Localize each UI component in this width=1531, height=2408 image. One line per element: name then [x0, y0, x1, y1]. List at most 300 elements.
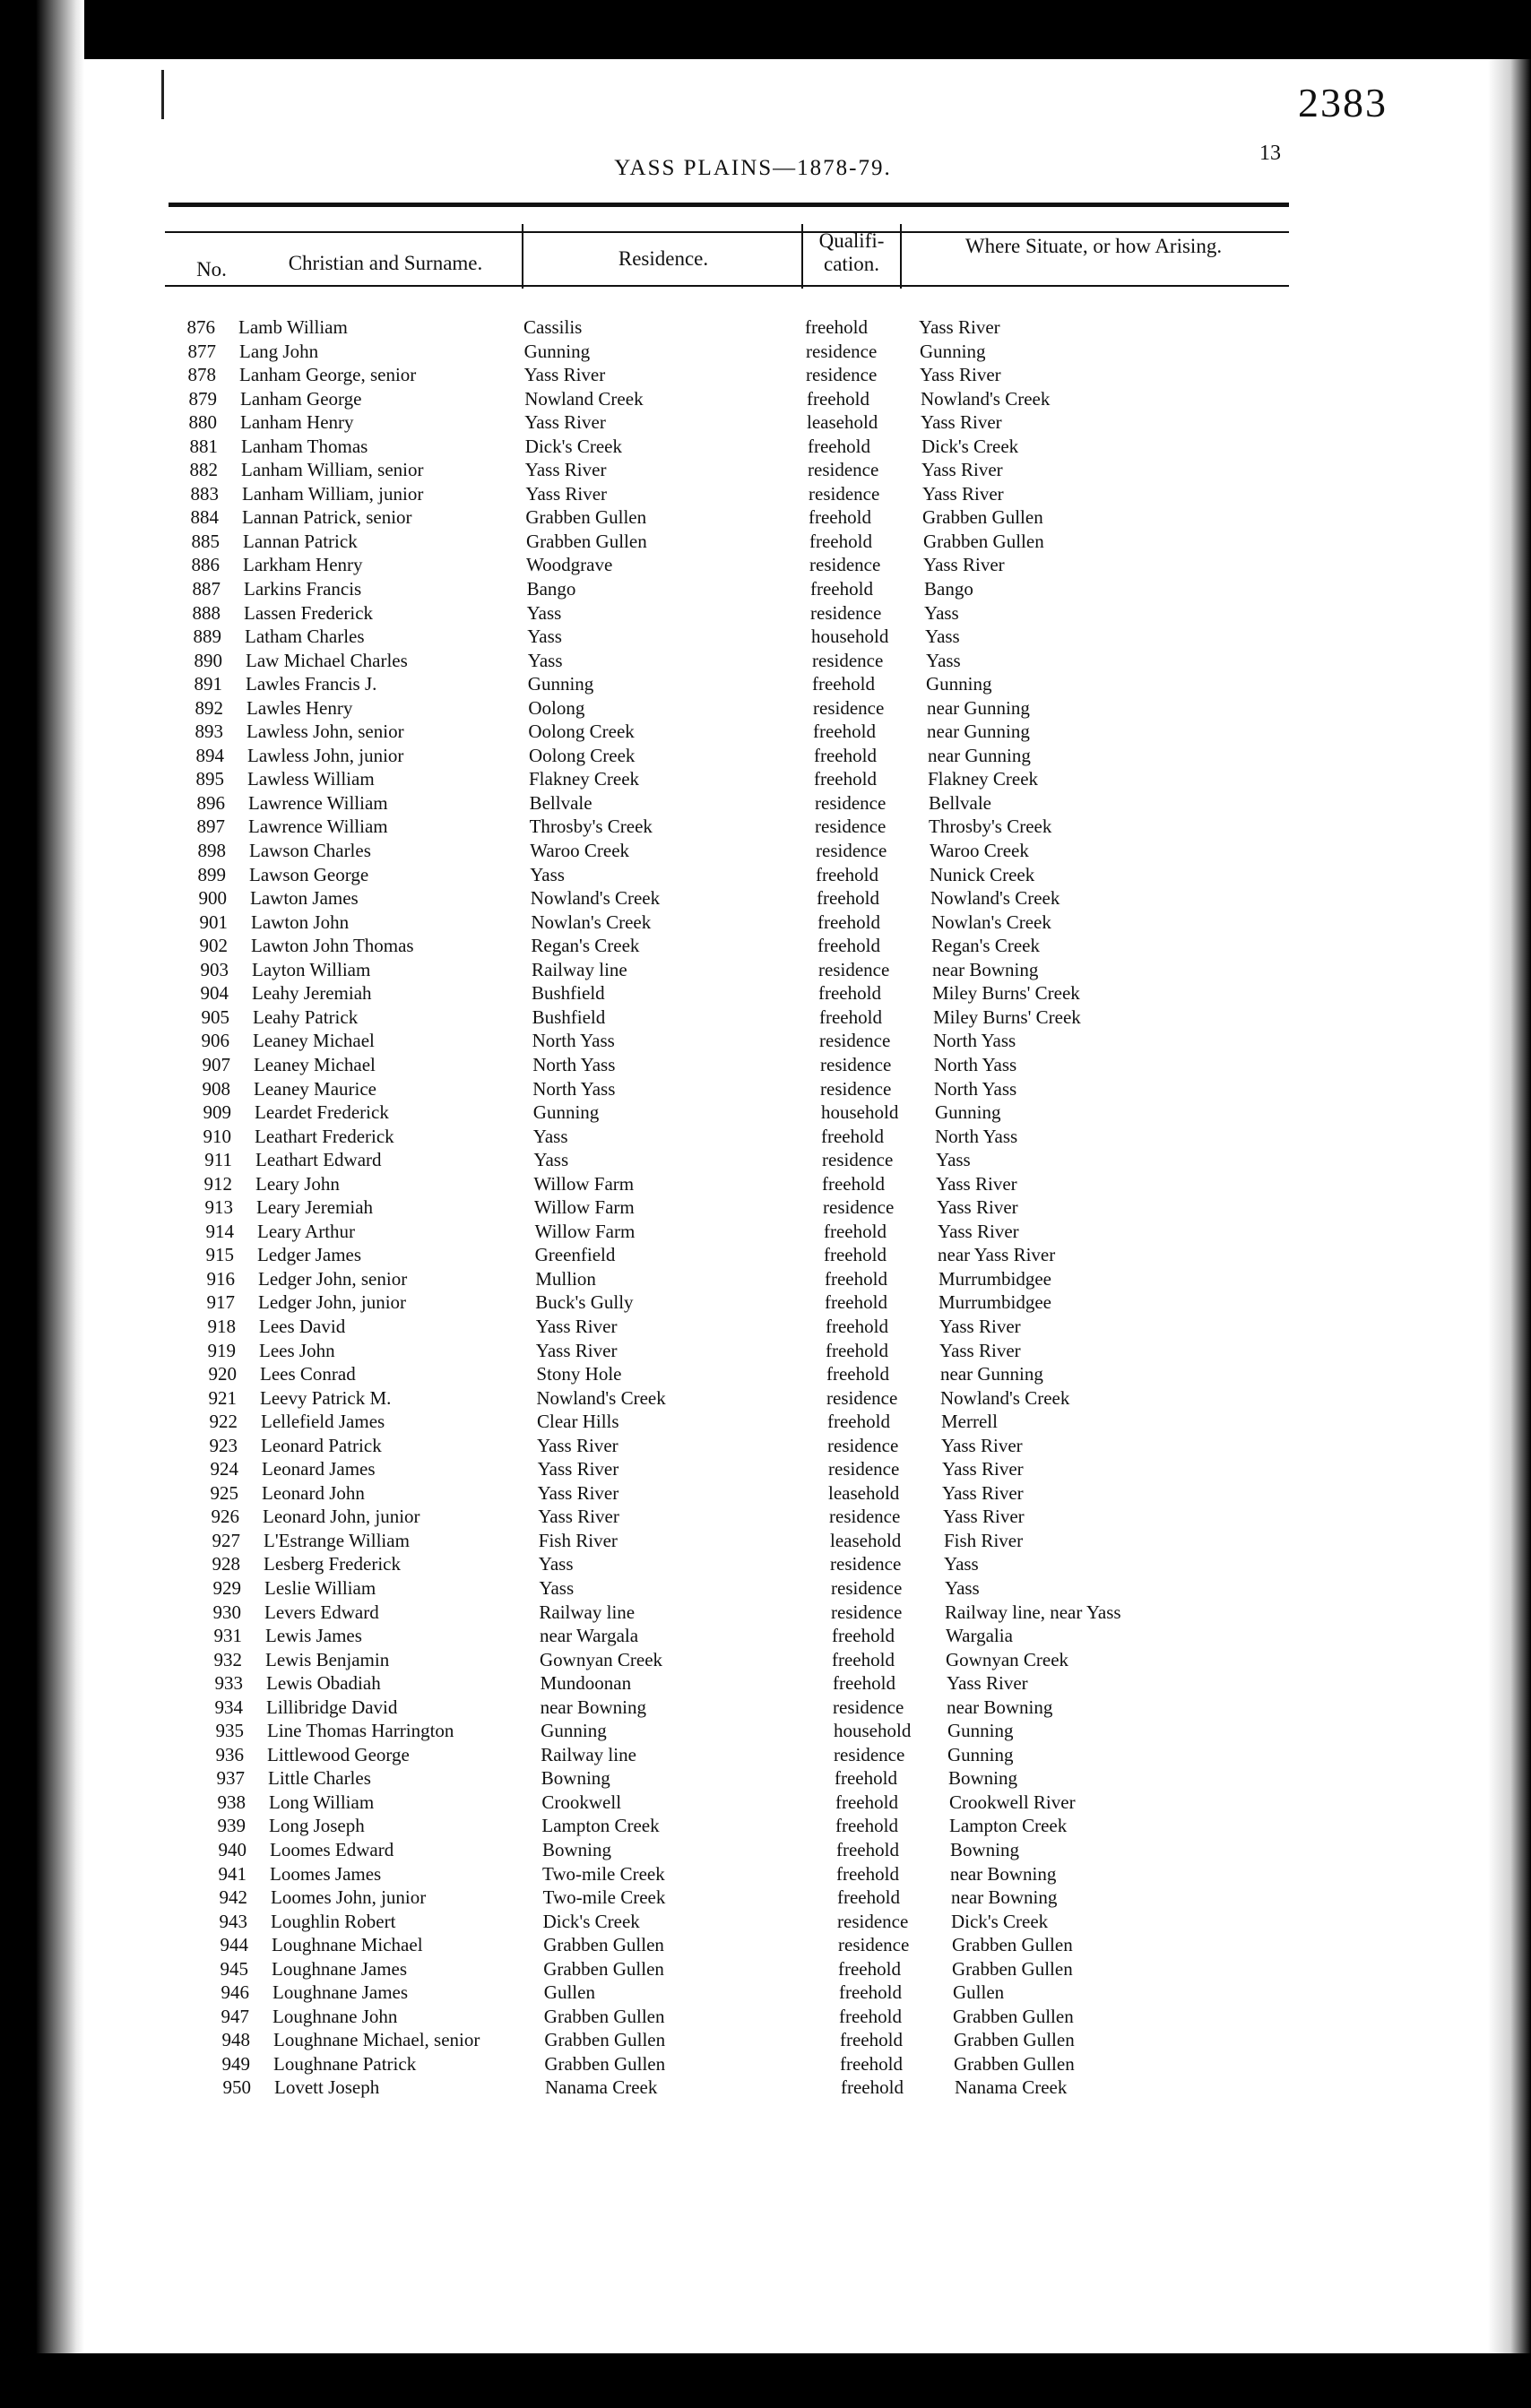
- entry-name: Leonard John, junior: [263, 1506, 420, 1528]
- table-row: [0, 2076, 1531, 2100]
- entry-where: Bowning: [950, 1839, 1020, 1860]
- table-row: [0, 1053, 1531, 1077]
- entry-name: Lawles Henry: [247, 696, 353, 719]
- entry-residence: near Wargala: [540, 1625, 639, 1647]
- entry-number: 903: [200, 958, 229, 980]
- table-row: [0, 625, 1531, 649]
- entry-residence: Fish River: [538, 1529, 618, 1551]
- page-number: 2383: [1298, 80, 1388, 125]
- entry-where: near Bowning: [932, 958, 1039, 980]
- entry-name: Loomes James: [270, 1862, 382, 1885]
- table-row: [0, 1434, 1531, 1458]
- entry-qualification: residence: [819, 1030, 891, 1052]
- entry-name: Lellefield James: [261, 1411, 385, 1433]
- entry-number: 897: [196, 816, 225, 838]
- entry-name: Long William: [269, 1791, 375, 1813]
- entry-residence: Yass: [526, 601, 562, 624]
- entry-residence: Yass River: [538, 1506, 619, 1528]
- entry-number: 929: [212, 1576, 241, 1599]
- table-row: [0, 1576, 1531, 1601]
- entry-residence: Gunning: [532, 1101, 600, 1124]
- entry-residence: Yass: [539, 1576, 575, 1599]
- entry-residence: Bellvale: [529, 791, 593, 814]
- table-row: [0, 1933, 1531, 1957]
- entry-residence: Yass: [538, 1553, 574, 1575]
- table-row: [0, 1552, 1531, 1576]
- entry-qualification: freehold: [813, 721, 876, 743]
- entry-qualification: household: [821, 1101, 899, 1124]
- entry-number: 888: [192, 601, 221, 624]
- entry-name: Leaney Maurice: [254, 1077, 377, 1100]
- entry-residence: Bango: [526, 578, 576, 600]
- entry-where: Grabben Gullen: [923, 530, 1044, 552]
- entry-where: Grabben Gullen: [952, 1957, 1073, 1980]
- entry-where: Yass River: [921, 411, 1002, 434]
- entry-qualification: household: [811, 626, 889, 648]
- entry-name: Lawless William: [247, 768, 375, 790]
- header-rule-thick: [169, 203, 1289, 207]
- entry-name: Long Joseph: [269, 1815, 365, 1837]
- entry-number: 912: [203, 1172, 232, 1195]
- entry-name: Leary Arthur: [257, 1220, 356, 1242]
- entry-qualification: residence: [834, 1743, 905, 1765]
- entry-where: Yass River: [942, 1458, 1024, 1480]
- entry-qualification: freehold: [814, 768, 877, 790]
- table-row: [0, 1648, 1531, 1672]
- entry-residence: Gownyan Creek: [540, 1648, 663, 1670]
- table-row: [0, 911, 1531, 935]
- entry-where: Nanama Creek: [955, 2076, 1068, 2099]
- table-row: [0, 1743, 1531, 1767]
- entry-number: 906: [201, 1030, 229, 1052]
- entry-residence: Nowland's Creek: [536, 1386, 666, 1409]
- entry-residence: Railway line: [539, 1601, 636, 1623]
- entry-qualification: freehold: [837, 1886, 900, 1909]
- sub-page-number: 13: [1259, 142, 1281, 165]
- entry-number: 934: [214, 1696, 243, 1718]
- entry-number: 950: [222, 2076, 251, 2099]
- entry-name: Leathart Edward: [255, 1149, 382, 1171]
- entry-number: 899: [197, 863, 226, 885]
- entry-name: Loomes Edward: [270, 1839, 394, 1860]
- entry-where: near Bowning: [947, 1696, 1053, 1718]
- entry-residence: Gullen: [543, 1981, 595, 2004]
- entry-where: Nowland's Creek: [921, 387, 1051, 410]
- entry-number: 915: [205, 1244, 234, 1266]
- entry-residence: Buck's Gully: [535, 1291, 634, 1314]
- entry-qualification: leasehold: [807, 411, 878, 434]
- entry-residence: Regan's Creek: [531, 935, 640, 957]
- entry-number: 876: [186, 316, 215, 338]
- entry-qualification: residence: [831, 1601, 903, 1623]
- entry-name: Lawton John: [251, 911, 350, 933]
- entry-where: Grabben Gullen: [954, 2052, 1075, 2075]
- entry-number: 882: [189, 459, 218, 481]
- entry-where: Nunick Creek: [930, 863, 1035, 885]
- entry-where: Dick's Creek: [921, 435, 1019, 457]
- table-row: [0, 1766, 1531, 1791]
- table-row: [0, 791, 1531, 816]
- table-row: [0, 601, 1531, 626]
- entry-residence: Yass River: [535, 1315, 618, 1337]
- table-row: [0, 387, 1531, 411]
- entry-where: Crookwell River: [949, 1791, 1076, 1813]
- entry-name: Leslie William: [264, 1576, 376, 1599]
- entry-residence: Grabben Gullen: [525, 506, 647, 529]
- entry-name: Lanham George, senior: [239, 364, 417, 386]
- entry-qualification: residence: [831, 1576, 903, 1599]
- entry-qualification: freehold: [826, 1339, 888, 1361]
- entry-qualification: residence: [812, 649, 884, 671]
- entry-qualification: freehold: [809, 506, 871, 529]
- table-row: [0, 934, 1531, 958]
- entry-name: Line Thomas Harrington: [267, 1720, 454, 1742]
- table-row: [0, 1838, 1531, 1862]
- table-row: [0, 2028, 1531, 2052]
- entry-residence: Willow Farm: [534, 1196, 635, 1219]
- entry-number: 942: [219, 1886, 247, 1909]
- entry-qualification: freehold: [839, 1981, 902, 2004]
- entry-name: Lawrence William: [248, 816, 388, 838]
- column-header-where: Where Situate, or how Arising.: [964, 235, 1223, 257]
- entry-number: 883: [190, 482, 219, 505]
- entry-number: 947: [221, 2005, 249, 2027]
- entry-where: near Bowning: [950, 1862, 1057, 1885]
- entry-where: Yass River: [947, 1672, 1028, 1695]
- column-header-no: No.: [196, 258, 227, 281]
- entry-where: Grabben Gullen: [922, 506, 1043, 529]
- entry-name: Loughnane Michael, senior: [273, 2029, 480, 2051]
- table-row: [0, 577, 1531, 601]
- entry-residence: Yass River: [537, 1481, 619, 1504]
- entry-name: Loughnane James: [272, 1981, 409, 2004]
- entry-residence: Oolong: [528, 696, 585, 719]
- entry-qualification: residence: [820, 1053, 892, 1075]
- entry-number: 933: [214, 1672, 243, 1695]
- entry-name: Lang John: [239, 340, 319, 362]
- entry-where: Yass River: [936, 1172, 1017, 1195]
- table-row: [0, 1862, 1531, 1886]
- entry-qualification: freehold: [835, 1815, 898, 1837]
- table-row: [0, 458, 1531, 482]
- entry-qualification: freehold: [839, 2005, 902, 2027]
- table-row: [0, 767, 1531, 791]
- entry-qualification: residence: [815, 791, 887, 814]
- table-row: [0, 958, 1531, 982]
- entry-qualification: freehold: [838, 1957, 901, 1980]
- entry-name: Loomes John, junior: [271, 1886, 427, 1909]
- entry-qualification: freehold: [817, 911, 880, 933]
- entry-residence: Mullion: [535, 1267, 596, 1290]
- table-row: [0, 1339, 1531, 1363]
- entry-qualification: freehold: [824, 1220, 887, 1242]
- entry-number: 889: [193, 626, 221, 648]
- entry-name: Lassen Frederick: [244, 601, 374, 624]
- entry-residence: Yass River: [525, 482, 608, 505]
- table-row: [0, 1719, 1531, 1743]
- table-row: [0, 363, 1531, 387]
- entry-number: 904: [200, 982, 229, 1005]
- table-row: [0, 2052, 1531, 2076]
- table-row: [0, 1457, 1531, 1481]
- entry-number: 878: [187, 364, 216, 386]
- table-row: [0, 1696, 1531, 1720]
- entry-qualification: residence: [826, 1386, 898, 1409]
- entry-number: 892: [195, 696, 223, 719]
- entry-residence: Lampton Creek: [541, 1815, 660, 1837]
- entry-number: 937: [216, 1767, 245, 1790]
- entry-where: near Gunning: [927, 721, 1030, 743]
- header-rule-thin: [165, 231, 1289, 233]
- table-row: [0, 1386, 1531, 1411]
- entry-number: 922: [209, 1411, 238, 1433]
- entry-where: Gunning: [920, 340, 986, 362]
- entry-qualification: residence: [816, 840, 887, 862]
- entry-qualification: residence: [830, 1553, 902, 1575]
- table-row: [0, 435, 1531, 459]
- entry-number: 909: [203, 1101, 231, 1124]
- entry-residence: Yass River: [535, 1339, 618, 1361]
- entry-name: Leahy Jeremiah: [252, 982, 372, 1005]
- entry-number: 945: [220, 1957, 248, 1980]
- entry-qualification: freehold: [832, 1625, 895, 1647]
- entry-residence: near Bowning: [540, 1696, 646, 1718]
- entry-residence: Grabben Gullen: [543, 1957, 664, 1980]
- entry-number: 935: [215, 1720, 244, 1742]
- entry-residence: Cassilis: [523, 316, 583, 338]
- entry-qualification: freehold: [825, 1291, 887, 1314]
- entry-name: Lanham George: [240, 387, 362, 410]
- entry-number: 884: [190, 506, 219, 529]
- entry-residence: North Yass: [532, 1030, 615, 1052]
- entry-name: Law Michael Charles: [246, 649, 408, 671]
- entry-number: 885: [191, 530, 220, 552]
- entry-name: Loughnane John: [272, 2005, 398, 2027]
- entry-name: Larkins Francis: [244, 578, 362, 600]
- table-row: [0, 1624, 1531, 1648]
- entry-name: Loughnane Patrick: [273, 2052, 417, 2075]
- entry-name: Lanham Henry: [240, 411, 354, 434]
- entry-where: Waroo Creek: [930, 840, 1029, 862]
- entry-qualification: freehold: [825, 1267, 887, 1290]
- table-row: [0, 482, 1531, 506]
- entry-number: 890: [194, 649, 222, 671]
- entry-where: Yass River: [939, 1315, 1021, 1337]
- entry-residence: Nowland Creek: [524, 387, 644, 410]
- table-row: [0, 1814, 1531, 1838]
- entry-residence: Flakney Creek: [529, 768, 640, 790]
- entry-number: 880: [188, 411, 217, 434]
- entry-where: Yass River: [919, 316, 1000, 338]
- entry-number: 920: [208, 1363, 237, 1385]
- entry-qualification: residence: [838, 1934, 910, 1956]
- entry-residence: Dick's Creek: [542, 1910, 640, 1932]
- entry-where: Yass: [944, 1553, 979, 1575]
- entry-name: Leary John: [255, 1172, 340, 1195]
- entry-qualification: freehold: [840, 2029, 903, 2051]
- entry-qualification: freehold: [835, 1767, 897, 1790]
- entry-number: 877: [187, 340, 216, 362]
- entry-where: Bowning: [948, 1767, 1018, 1790]
- entry-residence: Gunning: [541, 1720, 607, 1742]
- entry-number: 924: [210, 1458, 238, 1480]
- entry-name: Lawson Charles: [249, 840, 371, 862]
- entry-name: Lawton John Thomas: [251, 935, 414, 957]
- entry-number: 879: [188, 387, 217, 410]
- entry-qualification: freehold: [807, 387, 869, 410]
- table-row: [0, 505, 1531, 530]
- entry-name: Larkham Henry: [243, 554, 363, 576]
- entry-residence: Two-mile Creek: [542, 1886, 666, 1909]
- entry-qualification: residence: [823, 1196, 895, 1219]
- entry-qualification: freehold: [812, 673, 875, 695]
- table-row: [0, 649, 1531, 673]
- table-row: [0, 1315, 1531, 1339]
- table-row: [0, 340, 1531, 364]
- entry-number: 891: [194, 673, 222, 695]
- table-row: [0, 1267, 1531, 1291]
- entry-qualification: residence: [806, 340, 878, 362]
- entry-residence: Dick's Creek: [524, 435, 622, 457]
- entry-residence: Stony Hole: [536, 1363, 622, 1385]
- entry-name: Lamb William: [238, 316, 348, 338]
- entry-where: Murrumbidgee: [938, 1291, 1051, 1314]
- entry-where: Gownyan Creek: [946, 1648, 1069, 1670]
- entry-qualification: residence: [818, 958, 890, 980]
- entry-name: Lovett Joseph: [274, 2076, 380, 2099]
- entry-residence: Clear Hills: [537, 1411, 619, 1433]
- entry-name: Ledger John, junior: [258, 1291, 407, 1314]
- entry-where: Yass River: [942, 1481, 1024, 1504]
- entry-name: Loughnane James: [272, 1957, 408, 1980]
- entry-where: Murrumbidgee: [938, 1267, 1051, 1290]
- entry-residence: Yass River: [523, 364, 606, 386]
- entry-number: 923: [209, 1434, 238, 1456]
- entry-number: 948: [221, 2029, 250, 2051]
- entry-where: Yass: [936, 1149, 971, 1171]
- entry-number: 905: [201, 1005, 229, 1028]
- entry-residence: Woodgrave: [526, 554, 613, 576]
- table-row: [0, 1290, 1531, 1315]
- entry-qualification: residence: [837, 1910, 909, 1932]
- entry-where: Grabben Gullen: [953, 2005, 1074, 2027]
- entry-number: 930: [212, 1601, 241, 1623]
- entry-number: 919: [207, 1339, 236, 1361]
- entry-where: Nowland's Creek: [930, 887, 1060, 910]
- entry-residence: Yass River: [537, 1434, 618, 1456]
- entry-where: Regan's Creek: [931, 935, 1040, 957]
- entry-qualification: freehold: [805, 316, 868, 338]
- table-row: [0, 981, 1531, 1005]
- entry-residence: Bushfield: [532, 982, 605, 1005]
- entry-where: near Gunning: [928, 744, 1031, 766]
- entry-qualification: freehold: [809, 530, 872, 552]
- entry-name: Lawrence William: [248, 791, 388, 814]
- entry-name: Lawton James: [250, 887, 359, 910]
- entry-residence: Waroo Creek: [530, 840, 630, 862]
- entry-name: Lees John: [259, 1339, 335, 1361]
- table-row: [0, 410, 1531, 435]
- table-row: [0, 1791, 1531, 1815]
- entry-qualification: residence: [806, 364, 878, 386]
- table-row: [0, 1125, 1531, 1149]
- entry-name: Lannan Patrick, senior: [242, 506, 412, 529]
- entry-where: Yass River: [921, 459, 1003, 481]
- entry-qualification: residence: [808, 459, 879, 481]
- entry-qualification: freehold: [827, 1411, 890, 1433]
- entry-qualification: residence: [813, 696, 885, 719]
- entry-number: 925: [210, 1481, 238, 1504]
- entry-residence: Yass: [530, 863, 565, 885]
- table-row: [0, 720, 1531, 744]
- entry-qualification: residence: [827, 1434, 899, 1456]
- table-row: [0, 1671, 1531, 1696]
- entry-where: Yass: [926, 649, 961, 671]
- entry-qualification: residence: [829, 1506, 901, 1528]
- entry-qualification: freehold: [808, 435, 870, 457]
- entry-name: Lewis Benjamin: [265, 1648, 390, 1670]
- entry-name: Ledger John, senior: [258, 1267, 408, 1290]
- entry-where: Yass River: [922, 482, 1004, 505]
- entry-name: Ledger James: [257, 1244, 362, 1266]
- entry-residence: Nanama Creek: [545, 2076, 658, 2099]
- entry-qualification: residence: [828, 1458, 900, 1480]
- table-row: [0, 1195, 1531, 1220]
- entry-where: Bango: [924, 578, 973, 600]
- entry-where: Yass River: [920, 364, 1001, 386]
- entry-name: Leaney Michael: [253, 1030, 375, 1052]
- table-row: [0, 1100, 1531, 1125]
- entry-number: 941: [218, 1862, 247, 1885]
- entry-where: Flakney Creek: [928, 768, 1039, 790]
- entry-qualification: freehold: [835, 1791, 898, 1813]
- entry-number: 881: [189, 435, 218, 457]
- entry-residence: North Yass: [532, 1053, 616, 1075]
- entry-name: Levers Edward: [264, 1601, 379, 1623]
- entry-residence: Railway line: [532, 958, 627, 980]
- entry-number: 911: [204, 1149, 232, 1171]
- entry-qualification: freehold: [836, 1839, 899, 1860]
- entry-number: 900: [198, 887, 227, 910]
- entry-where: Merrell: [941, 1411, 998, 1433]
- table-row: [0, 744, 1531, 768]
- entry-qualification: freehold: [816, 863, 878, 885]
- entry-number: 939: [217, 1815, 246, 1837]
- entry-where: Grabben Gullen: [954, 2029, 1075, 2051]
- entry-residence: Mundoonan: [540, 1672, 632, 1695]
- entry-name: Lewis James: [265, 1625, 362, 1647]
- table-row: [0, 1029, 1531, 1053]
- entry-name: Littlewood George: [267, 1743, 410, 1765]
- entry-qualification: freehold: [826, 1315, 888, 1337]
- scan-bottom-border: [0, 2353, 1531, 2408]
- table-row: [0, 839, 1531, 863]
- table-row: [0, 1529, 1531, 1553]
- entry-name: Lawles Francis J.: [246, 673, 377, 695]
- entry-number: 936: [215, 1743, 244, 1765]
- table-row: [0, 1957, 1531, 1981]
- entry-number: 895: [195, 768, 224, 790]
- entry-number: 886: [191, 554, 220, 576]
- entry-qualification: freehold: [840, 2052, 903, 2075]
- entry-residence: Oolong Creek: [528, 721, 635, 743]
- entry-where: North Yass: [933, 1030, 1016, 1052]
- table-row: [0, 1172, 1531, 1196]
- entry-where: Fish River: [944, 1529, 1024, 1551]
- entry-where: Yass: [925, 626, 960, 648]
- entry-where: Yass: [945, 1576, 980, 1599]
- entry-name: Leahy Patrick: [253, 1005, 359, 1028]
